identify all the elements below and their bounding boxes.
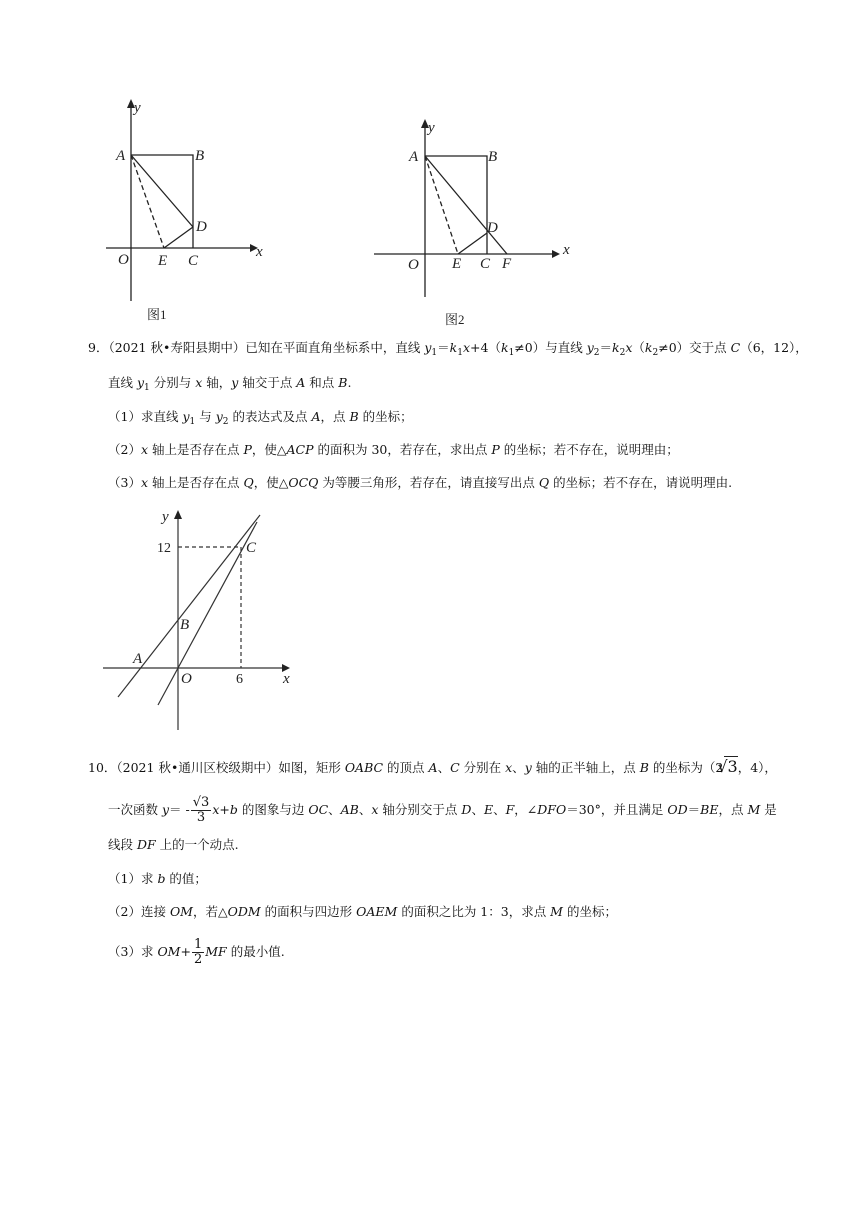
label-A: A — [409, 149, 419, 165]
segment-AD — [131, 155, 193, 227]
figure-2-caption: 图2 — [445, 312, 465, 327]
segment-ED — [458, 233, 487, 254]
segment-AF — [425, 156, 507, 254]
q10-line-3: 线段 DF 上的一个动点. — [108, 837, 239, 852]
label-C: C — [246, 540, 257, 556]
label-A: A — [133, 651, 143, 667]
figure-2-diagram — [370, 114, 580, 334]
x-arrow-icon — [552, 250, 560, 258]
figure-1-diagram — [100, 96, 280, 326]
figure-1-caption: 图1 — [147, 307, 167, 322]
label-B: B — [195, 148, 205, 164]
label-O: O — [408, 257, 419, 273]
label-x: x — [563, 242, 570, 258]
q10-sub-2: （2）连接 OM，若△ODM 的面积与四边形 OAEM 的面积之比为 1：3，求点 M 的坐标； — [108, 904, 617, 919]
label-O: O — [181, 671, 192, 687]
label-D: D — [196, 219, 207, 235]
q9-sub-1: （1）求直线 $y_1$ 与 $y_2$ 的表达式及点 A，点 B 的坐标； — [108, 409, 413, 427]
label-C: C — [188, 253, 199, 269]
label-B: B — [180, 617, 190, 633]
label-F: F — [502, 256, 512, 272]
dashed-AE — [425, 156, 458, 254]
label-x: x — [256, 244, 263, 260]
q9-line-1: 9．（2021 秋•寿阳县期中）已知在平面直角坐标系中，直线 $y_1=k_1x+4(k_1\ne 0)$与直线 $y_2=k_2x(k_2\ne 0)$交于点 C（6，12）， — [88, 340, 808, 358]
fraction-one-half: $\frac{1}{2}$ — [193, 937, 203, 967]
question-number: 9． — [88, 340, 109, 355]
label-B: B — [488, 149, 498, 165]
label-E: E — [158, 253, 168, 269]
q9-sub-3: （3）x 轴上是否存在点 Q，使△OCQ 为等腰三角形，若存在，请直接写出点 Q 的坐标；若不存在，请说明理由. — [108, 475, 733, 490]
label-y: y — [162, 509, 169, 525]
question-source: （2021 秋•寿阳县期中） — [108, 340, 246, 355]
q10-line-2: 一次函数 y＝ - $\frac{√3}{3}$ x+b 的图象与边 OC、AB、x 轴分别交于点 D、E、F，∠DFO＝30°，并且满足 OD＝BE，点 M 是 — [108, 795, 777, 825]
question-source: （2021 秋•通川区校级期中） — [116, 760, 279, 775]
figure-1 — [100, 96, 280, 326]
label-O: O — [118, 252, 129, 268]
dashed-AE — [131, 155, 164, 248]
q9-line-2: 直线 $y_1$ 分别与 x 轴，y 轴交于点 A 和点 B. — [108, 375, 352, 393]
line-y1 — [118, 515, 260, 697]
sqrt-3: √ 3 — [724, 756, 737, 776]
q10-line-1: 10．（2021 秋•通川区校级期中）如图，矩形 OABC 的顶点 A、C 分别在 x、y 轴的正半轴上，点 B 的坐标为（2√ 3，4）， — [88, 758, 777, 777]
fraction-sqrt3-over-3: $\frac{√3}{3}$ — [192, 795, 210, 825]
tick-label-12: 12 — [157, 541, 171, 556]
question-number: 10． — [88, 760, 117, 775]
y-arrow-icon — [174, 510, 182, 519]
segment-ED — [164, 227, 193, 248]
q10-sub-3: （3）求 OM+ $\frac{1}{2}$ MF 的最小值. — [108, 937, 285, 967]
tick-label-6: 6 — [236, 672, 243, 687]
figure-3 — [100, 505, 300, 735]
label-y: y — [134, 100, 141, 116]
label-C: C — [480, 256, 491, 272]
label-y: y — [428, 120, 435, 136]
label-D: D — [487, 220, 498, 236]
q9-sub-2: （2）x 轴上是否存在点 P，使△ACP 的面积为 30，若存在，求出点 P 的坐标；若不存在，说明理由； — [108, 442, 679, 457]
q10-sub-1: （1）求 b 的值； — [108, 871, 207, 886]
label-x: x — [283, 671, 290, 687]
figure-2 — [370, 114, 580, 334]
label-A: A — [116, 148, 126, 164]
figure-3-diagram — [100, 505, 300, 735]
label-E: E — [452, 256, 462, 272]
